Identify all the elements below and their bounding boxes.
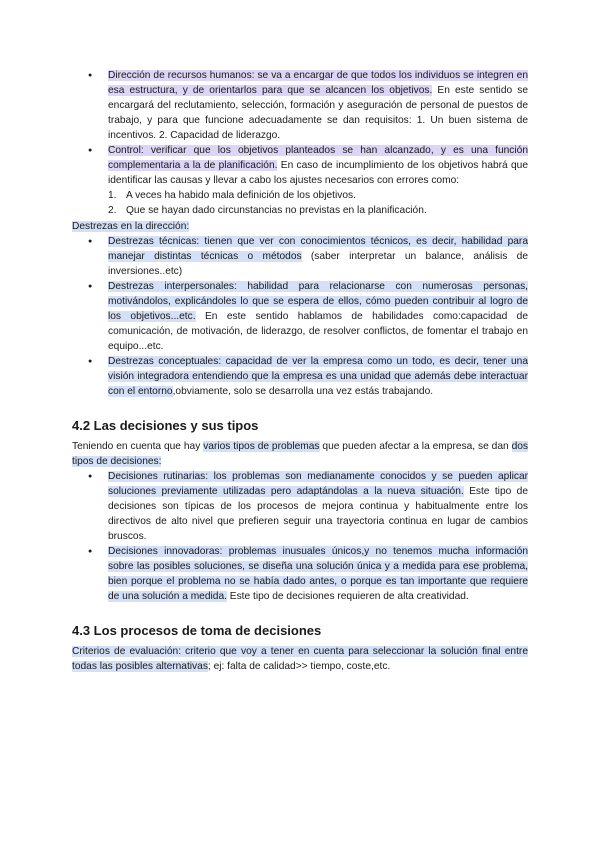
decision-types-list <box>72 469 528 604</box>
evaluation-criteria-paragraph: Criterios de evaluación: criterio que voy a tener en cuenta para seleccionar la solución final entre todas las posibles alternativas; ej: falta de calidad>> tiempo, coste,etc. <box>72 646 528 672</box>
section-intro: Teniendo en cuenta que hay varios tipos de problemas que pueden afectar a la empresa, se dan dos tipos de decisiones: <box>72 441 528 467</box>
list-item-text: En caso de incumplimiento de los objetivos habrá que identificar las causas y llevar a cabo los ajustes necesarios con errores como: <box>108 160 528 186</box>
highlighted-text: Destrezas conceptuales: capacidad de ver la empresa como un todo, es decir, tener una visión integradora entendiendo que la empresa es una unidad que además debe interactuar con el entorno <box>108 356 528 397</box>
list-item: ● Destrezas técnicas: tienen que ver con conocimientos técnicos, es decir, habilidad para manejar distintas técnicas o métodos (saber interpretar un balance, análisis de inversiones..etc) <box>108 234 528 279</box>
list-item: ● Destrezas conceptuales: capacidad de ver la empresa como un todo, es decir, tener una visión integradora entendiendo que la empresa es una unidad que además debe interactuar con el entorno,obviamente, solo se desarrolla una vez estás trabajando. <box>108 354 528 399</box>
highlighted-text: Destrezas interpersonales: habilidad para relacionarse con numerosas personas, motivándolos, explicándoles lo que se espera de ellos, cómo pueden contribuir al logro de los objetivos...etc. <box>108 281 528 322</box>
section-heading: 4.2 Las decisiones y sus tipos <box>72 418 259 433</box>
numbered-item: 1. A veces ha habido mala definición de los objetivos. <box>108 190 356 201</box>
destrezas-heading: Destrezas en la dirección: <box>72 221 190 232</box>
list-item: ● Decisiones rutinarias: los problemas son medianamente conocidos y se pueden aplicar soluciones previamente utilizadas pero adaptándolas a la nueva situación. Este tipo de decisiones son típicas de los procesos de mejora continua y habitualmente entre los directivos de alto nivel que prefieren seguir una trayectoria continua en lugar de cambios bruscos. <box>108 469 528 544</box>
highlighted-text: Control: verificar que los objetivos planteados se han alcanzado, y es una función complementaria a la de planificación. <box>108 145 528 171</box>
error-causes-list <box>72 188 528 218</box>
numbered-item: 2. Que se hayan dado circunstancias no previstas en la planificación. <box>108 205 427 216</box>
list-item: ● Decisiones innovadoras: problemas inusuales únicos,y no tenemos mucha información sobre las posibles soluciones, se diseña una solución única y a medida para ese problema, bien porque el problema no se había dado antes, o porque es tan importante que requiere de una solución a medida. Este tipo de decisiones requieren de alta creatividad. <box>108 544 528 604</box>
list-item <box>108 143 528 218</box>
highlighted-text: Destrezas técnicas: tienen que ver con conocimientos técnicos, es decir, habilidad para manejar distintas técnicas o métodos <box>108 236 528 262</box>
highlighted-text: Decisiones innovadoras: problemas inusuales únicos,y no tenemos mucha información sobre las posibles soluciones, se diseña una solución única y a medida para ese problema, bien porque el problema no se había dado antes, o porque es tan importante que requiere de una solución a medida. <box>108 546 528 602</box>
highlighted-text: Decisiones rutinarias: los problemas son medianamente conocidos y se pueden aplicar soluciones previamente utilizadas pero adaptándolas a la nueva situación. <box>108 471 528 497</box>
document-page <box>72 68 528 674</box>
highlighted-text: Dirección de recursos humanos: se va a encargar de que todos los individuos se integren en esa estructura, y de orientarlos para que se alcancen los objetivos. <box>108 70 528 96</box>
list-item <box>108 68 528 143</box>
section-heading: 4.3 Los procesos de toma de decisiones <box>72 623 322 638</box>
destrezas-list <box>72 234 528 399</box>
management-functions-list <box>72 68 528 218</box>
list-item: ● Destrezas interpersonales: habilidad para relacionarse con numerosas personas, motivándolos, explicándoles lo que se espera de ellos, cómo pueden contribuir al logro de los objetivos...etc. En este sentido hablamos de habilidades como:capacidad de comunicación, de motivación, de liderazgo, de resolver conflictos, de fomentar el trabajo en equipo...etc. <box>108 279 528 354</box>
list-item-text: En este sentido se encargará del reclutamiento, selección, formación y aseguración de personal de puestos de trabajo, y para que funcione adecuadamente se dan requisitos: 1. Un buen sistema de incentivos. 2. Capacidad de liderazgo. <box>108 85 528 141</box>
